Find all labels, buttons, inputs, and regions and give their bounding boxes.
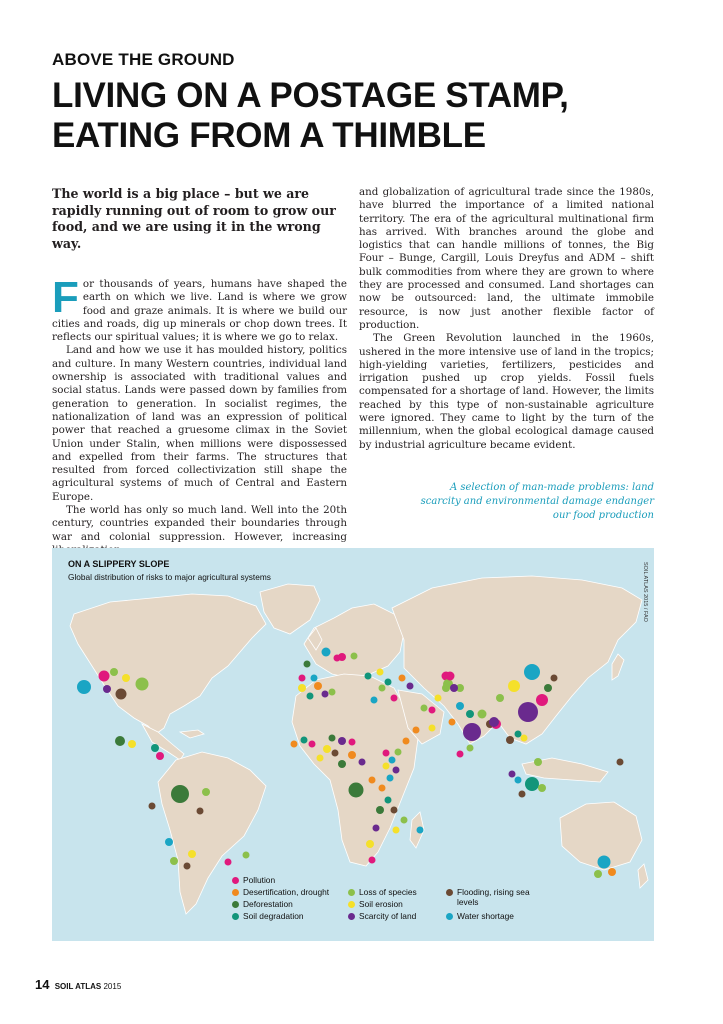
legend-label: Scarcity of land [359, 911, 417, 921]
marker-soil-degradation [365, 673, 372, 680]
legend-label: Soil degradation [243, 911, 304, 921]
marker-scarcity-of-land [393, 767, 400, 774]
marker-pollution [99, 671, 110, 682]
map-subtitle: Global distribution of risks to major agricultural systems [68, 572, 271, 582]
marker-soil-erosion [521, 735, 528, 742]
legend-item-soil-erosion [348, 899, 403, 909]
marker-water-shortage [515, 777, 522, 784]
marker-loss-of-species [351, 653, 358, 660]
marker-deforestation [329, 735, 336, 742]
marker-water-shortage [77, 680, 91, 694]
marker-pollution [457, 751, 464, 758]
marker-loss-of-species [401, 817, 408, 824]
marker-soil-degradation [466, 710, 474, 718]
legend-item-deforestation [232, 899, 293, 909]
marker-soil-degradation [525, 777, 539, 791]
legend-item-soil-degradation [232, 911, 304, 921]
map-title: ON A SLIPPERY SLOPE [68, 559, 170, 569]
marker-scarcity-of-land [359, 759, 366, 766]
marker-soil-degradation [515, 731, 522, 738]
marker-soil-degradation [151, 744, 159, 752]
legend-label: Pollution [243, 875, 276, 885]
marker-water-shortage [322, 648, 331, 657]
page-number: 14 [35, 977, 50, 992]
marker-scarcity-of-land [450, 684, 458, 692]
loss-of-species-swatch [348, 889, 355, 896]
marker-pollution [299, 675, 306, 682]
marker-water-shortage [456, 702, 464, 710]
legend-item-pollution [232, 875, 275, 885]
legend-label: Loss of species [359, 887, 417, 897]
marker-soil-erosion [188, 850, 196, 858]
marker-pollution [383, 750, 390, 757]
headline-line-1: LIVING ON A POSTAGE STAMP, [52, 76, 569, 115]
marker-loss-of-species [534, 758, 542, 766]
paragraph-5: The Green Revolution launched in the 1960s, ushered in the more intensive use of land in the tropics; high-yielding varieties, fertilizers, pesticides and irrigation pushed up crop yields. Fossil fuels compensated for a shortage of land. However, the limits reached by this type of non-sustainable agriculture were ignored. They came to light by the turn of the millennium, when the global ecological damage caused by industrial agriculture became evident. [359, 332, 654, 451]
marker-desertification [403, 738, 410, 745]
marker-loss-of-species [243, 852, 250, 859]
marker-scarcity-of-land [338, 737, 346, 745]
marker-soil-erosion [393, 827, 400, 834]
marker-water-shortage [165, 838, 173, 846]
soil-degradation-swatch [232, 913, 239, 920]
marker-loss-of-species [202, 788, 210, 796]
marker-soil-erosion [435, 695, 442, 702]
marker-desertification [379, 785, 386, 792]
marker-water-shortage [417, 827, 424, 834]
marker-loss-of-species [379, 685, 386, 692]
deforestation-swatch [232, 901, 239, 908]
map-source: SOIL ATLAS 2015 / FAO [642, 562, 648, 622]
marker-pollution [391, 695, 398, 702]
marker-scarcity-of-land [463, 723, 481, 741]
marker-scarcity-of-land [322, 691, 329, 698]
marker-desertification [348, 751, 356, 759]
soil-erosion-swatch [348, 901, 355, 908]
marker-loss-of-species [170, 857, 178, 865]
marker-pollution [334, 655, 341, 662]
paragraph-1 [52, 273, 347, 344]
marker-soil-erosion [429, 725, 436, 732]
legend-label: Flooding, rising sea levels [457, 887, 530, 907]
marker-soil-erosion [377, 669, 384, 676]
marker-deforestation [349, 783, 364, 798]
legend-label: Water shortage [457, 911, 514, 921]
marker-loss-of-species [478, 710, 487, 719]
world-map [52, 548, 654, 941]
marker-flooding [332, 750, 339, 757]
marker-loss-of-species [110, 668, 118, 676]
marker-pollution [309, 741, 316, 748]
marker-desertification [369, 777, 376, 784]
desertification-swatch [232, 889, 239, 896]
marker-desertification [399, 675, 406, 682]
marker-desertification [314, 682, 322, 690]
paragraph-3: The world has only so much land. Well into the 20th century, countries expanded their boundaries through war and colonial suppression. However, increasing [52, 504, 347, 543]
legend-label: Soil erosion [359, 899, 403, 909]
marker-water-shortage [524, 664, 540, 680]
water-shortage-swatch [446, 913, 453, 920]
kicker: ABOVE THE GROUND [52, 50, 235, 69]
marker-soil-degradation [385, 797, 392, 804]
marker-scarcity-of-land [509, 771, 516, 778]
lead-paragraph: The world is a big place – but we are rapidly running out of room to grow our food, and we are using it in the wrong way. [52, 186, 336, 251]
marker-pollution [349, 739, 356, 746]
marker-scarcity-of-land [373, 825, 380, 832]
legend-label: Deforestation [243, 899, 293, 909]
land-japan [612, 654, 624, 680]
flooding-swatch [446, 889, 453, 896]
land-north-america [70, 594, 266, 734]
marker-desertification [608, 868, 616, 876]
marker-scarcity-of-land [407, 683, 414, 690]
world-map-figure [52, 548, 654, 941]
marker-flooding [149, 803, 156, 810]
marker-deforestation [544, 684, 552, 692]
marker-loss-of-species [136, 678, 149, 691]
marker-water-shortage [311, 675, 318, 682]
marker-loss-of-species [594, 870, 602, 878]
map-caption: A selection of man-made problems: land scarcity and environmental damage endanger our food production [420, 482, 654, 521]
marker-soil-degradation [307, 693, 314, 700]
land-caribbean [180, 730, 204, 738]
marker-soil-degradation [301, 737, 308, 744]
marker-pollution [446, 672, 455, 681]
marker-desertification [449, 719, 456, 726]
marker-soil-erosion [366, 840, 374, 848]
marker-soil-erosion [323, 745, 331, 753]
marker-loss-of-species [329, 689, 336, 696]
marker-soil-erosion [298, 684, 306, 692]
right-column [359, 186, 654, 452]
scarcity-of-land-swatch [348, 913, 355, 920]
marker-deforestation [115, 736, 125, 746]
headline-line-2: EATING FROM A THIMBLE [52, 116, 486, 155]
marker-flooding [197, 808, 204, 815]
marker-flooding [391, 807, 398, 814]
marker-flooding [617, 759, 624, 766]
legend-item-flooding [446, 887, 538, 907]
marker-loss-of-species [538, 784, 546, 792]
land-new-zealand [638, 864, 648, 888]
marker-loss-of-species [496, 694, 504, 702]
marker-pollution [429, 707, 436, 714]
marker-flooding [116, 689, 127, 700]
marker-deforestation [304, 661, 311, 668]
publication-year: 2015 [103, 982, 122, 991]
marker-water-shortage [598, 856, 611, 869]
legend-item-water-shortage [446, 911, 514, 921]
marker-soil-degradation [385, 679, 392, 686]
marker-flooding [184, 863, 191, 870]
marker-scarcity-of-land [103, 685, 111, 693]
marker-water-shortage [387, 775, 394, 782]
marker-flooding [506, 736, 514, 744]
drop-cap: F [52, 273, 79, 322]
marker-loss-of-species [395, 749, 402, 756]
page-footer [35, 977, 121, 992]
paragraph-4: and globalization of agricultural trade since the 1980s, have blurred the importance of a limited national territory. The era of the agricultural multinational firm has arrived. With branches around the globe and logistics that can handle millions of tonnes, the Big Four – Bunge, Cargill, Louis Dreyfus and ADM – shift bulk commodities from where they are grown to where they are processed and consumed. Land shortages can now be outsourced: land, the ultimate immobile resource, is now just another flexible factor of production. [359, 186, 654, 331]
marker-scarcity-of-land [518, 702, 538, 722]
marker-deforestation [338, 760, 346, 768]
marker-pollution [225, 859, 232, 866]
marker-deforestation [376, 806, 384, 814]
marker-loss-of-species [421, 705, 428, 712]
marker-pollution [156, 752, 164, 760]
marker-flooding [519, 791, 526, 798]
marker-deforestation [171, 785, 189, 803]
marker-pollution [536, 694, 548, 706]
paragraph-2: Land and how we use it has moulded history, politics and culture. In many Western countries, individual land ownership is associated with traditional values and social status. Lands were passed down by families from generation to generation. In socialist regimes, the nationalization of land was an expression of political power that reached a gruesome climax in the Soviet Union under Stalin, when millions were dispossessed and expelled from their farms. The structures that resulted from forced collectivization still shape the agricultural systems of much of Central and Eastern Europe. [52, 344, 347, 503]
marker-soil-erosion [508, 680, 520, 692]
marker-water-shortage [389, 757, 396, 764]
marker-soil-erosion [128, 740, 136, 748]
marker-loss-of-species [467, 745, 474, 752]
left-column [52, 186, 347, 557]
publication-name: SOIL ATLAS [54, 982, 102, 991]
marker-flooding [551, 675, 558, 682]
legend-item-scarcity-of-land [348, 911, 416, 921]
land-greenland [260, 584, 320, 634]
headline [52, 76, 672, 156]
marker-water-shortage [371, 697, 378, 704]
marker-desertification [413, 727, 420, 734]
pollution-swatch [232, 877, 239, 884]
marker-pollution [369, 857, 376, 864]
legend-item-desertification [232, 887, 329, 897]
marker-scarcity-of-land [489, 717, 499, 727]
legend-item-loss-of-species [348, 887, 417, 897]
marker-soil-erosion [383, 763, 390, 770]
legend-label: Desertification, drought [243, 887, 330, 897]
marker-desertification [291, 741, 298, 748]
marker-soil-erosion [122, 674, 130, 682]
marker-soil-erosion [317, 755, 324, 762]
paragraph-1-text: or thousands of years, humans have shaped the earth on which we live. Land is where we grow food and graze animals. It is where we build our cities and roads, dig up minerals or chop down trees. It reflects our spiritual values; it is where we go to relax. [52, 278, 347, 344]
